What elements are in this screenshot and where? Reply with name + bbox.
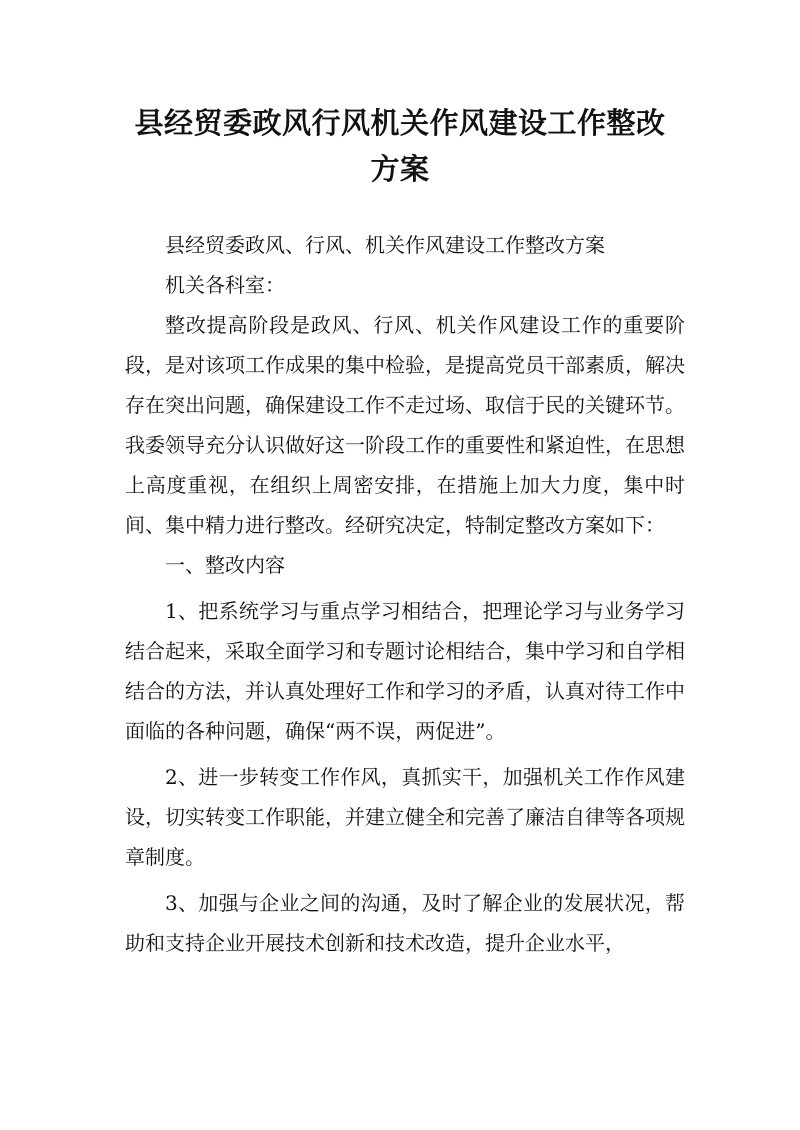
item-paragraph-1: 1、把系统学习与重点学习相结合，把理论学习与业务学习结合起来，采取全面学习和专题讨论相结合，集中学习和自学相结合的方法，并认真处理好工作和学习的矛盾，认真对待工作中面临的各种问题，确保“两不误，两促进”。: [125, 599, 685, 743]
intro-paragraph: 整改提高阶段是政风、行风、机关作风建设工作的重要阶段，是对该项工作成果的集中检验，是提高党员干部素质，解决存在突出问题，确保建设工作不走过场、取信于民的关键环节。我委领导充分认识做好这一阶段工作的重要性和紧迫性，在思想上高度重视，在组织上周密安排，在措施上加大力度，集中时间、集中精力进行整改。经研究决定，特制定整改方案如下：: [125, 313, 685, 537]
document-body: [125, 225, 685, 963]
item-paragraph-2: 2、进一步转变工作作风，真抓实干，加强机关工作作风建设，切实转变工作职能，并建立健全和完善了廉洁自律等各项规章制度。: [125, 765, 685, 869]
subtitle-paragraph: 县经贸委政风、行风、机关作风建设工作整改方案: [165, 233, 605, 257]
salutation-paragraph: 机关各科室：: [165, 273, 285, 297]
section-heading: 一、整改内容: [165, 553, 285, 577]
document-title: 县经贸委政风行风机关作风建设工作整改方案: [134, 106, 666, 186]
item-paragraph-3: 3、加强与企业之间的沟通，及时了解企业的发展状况，帮助和支持企业开展技术创新和技术改造，提升企业水平，: [125, 891, 685, 955]
